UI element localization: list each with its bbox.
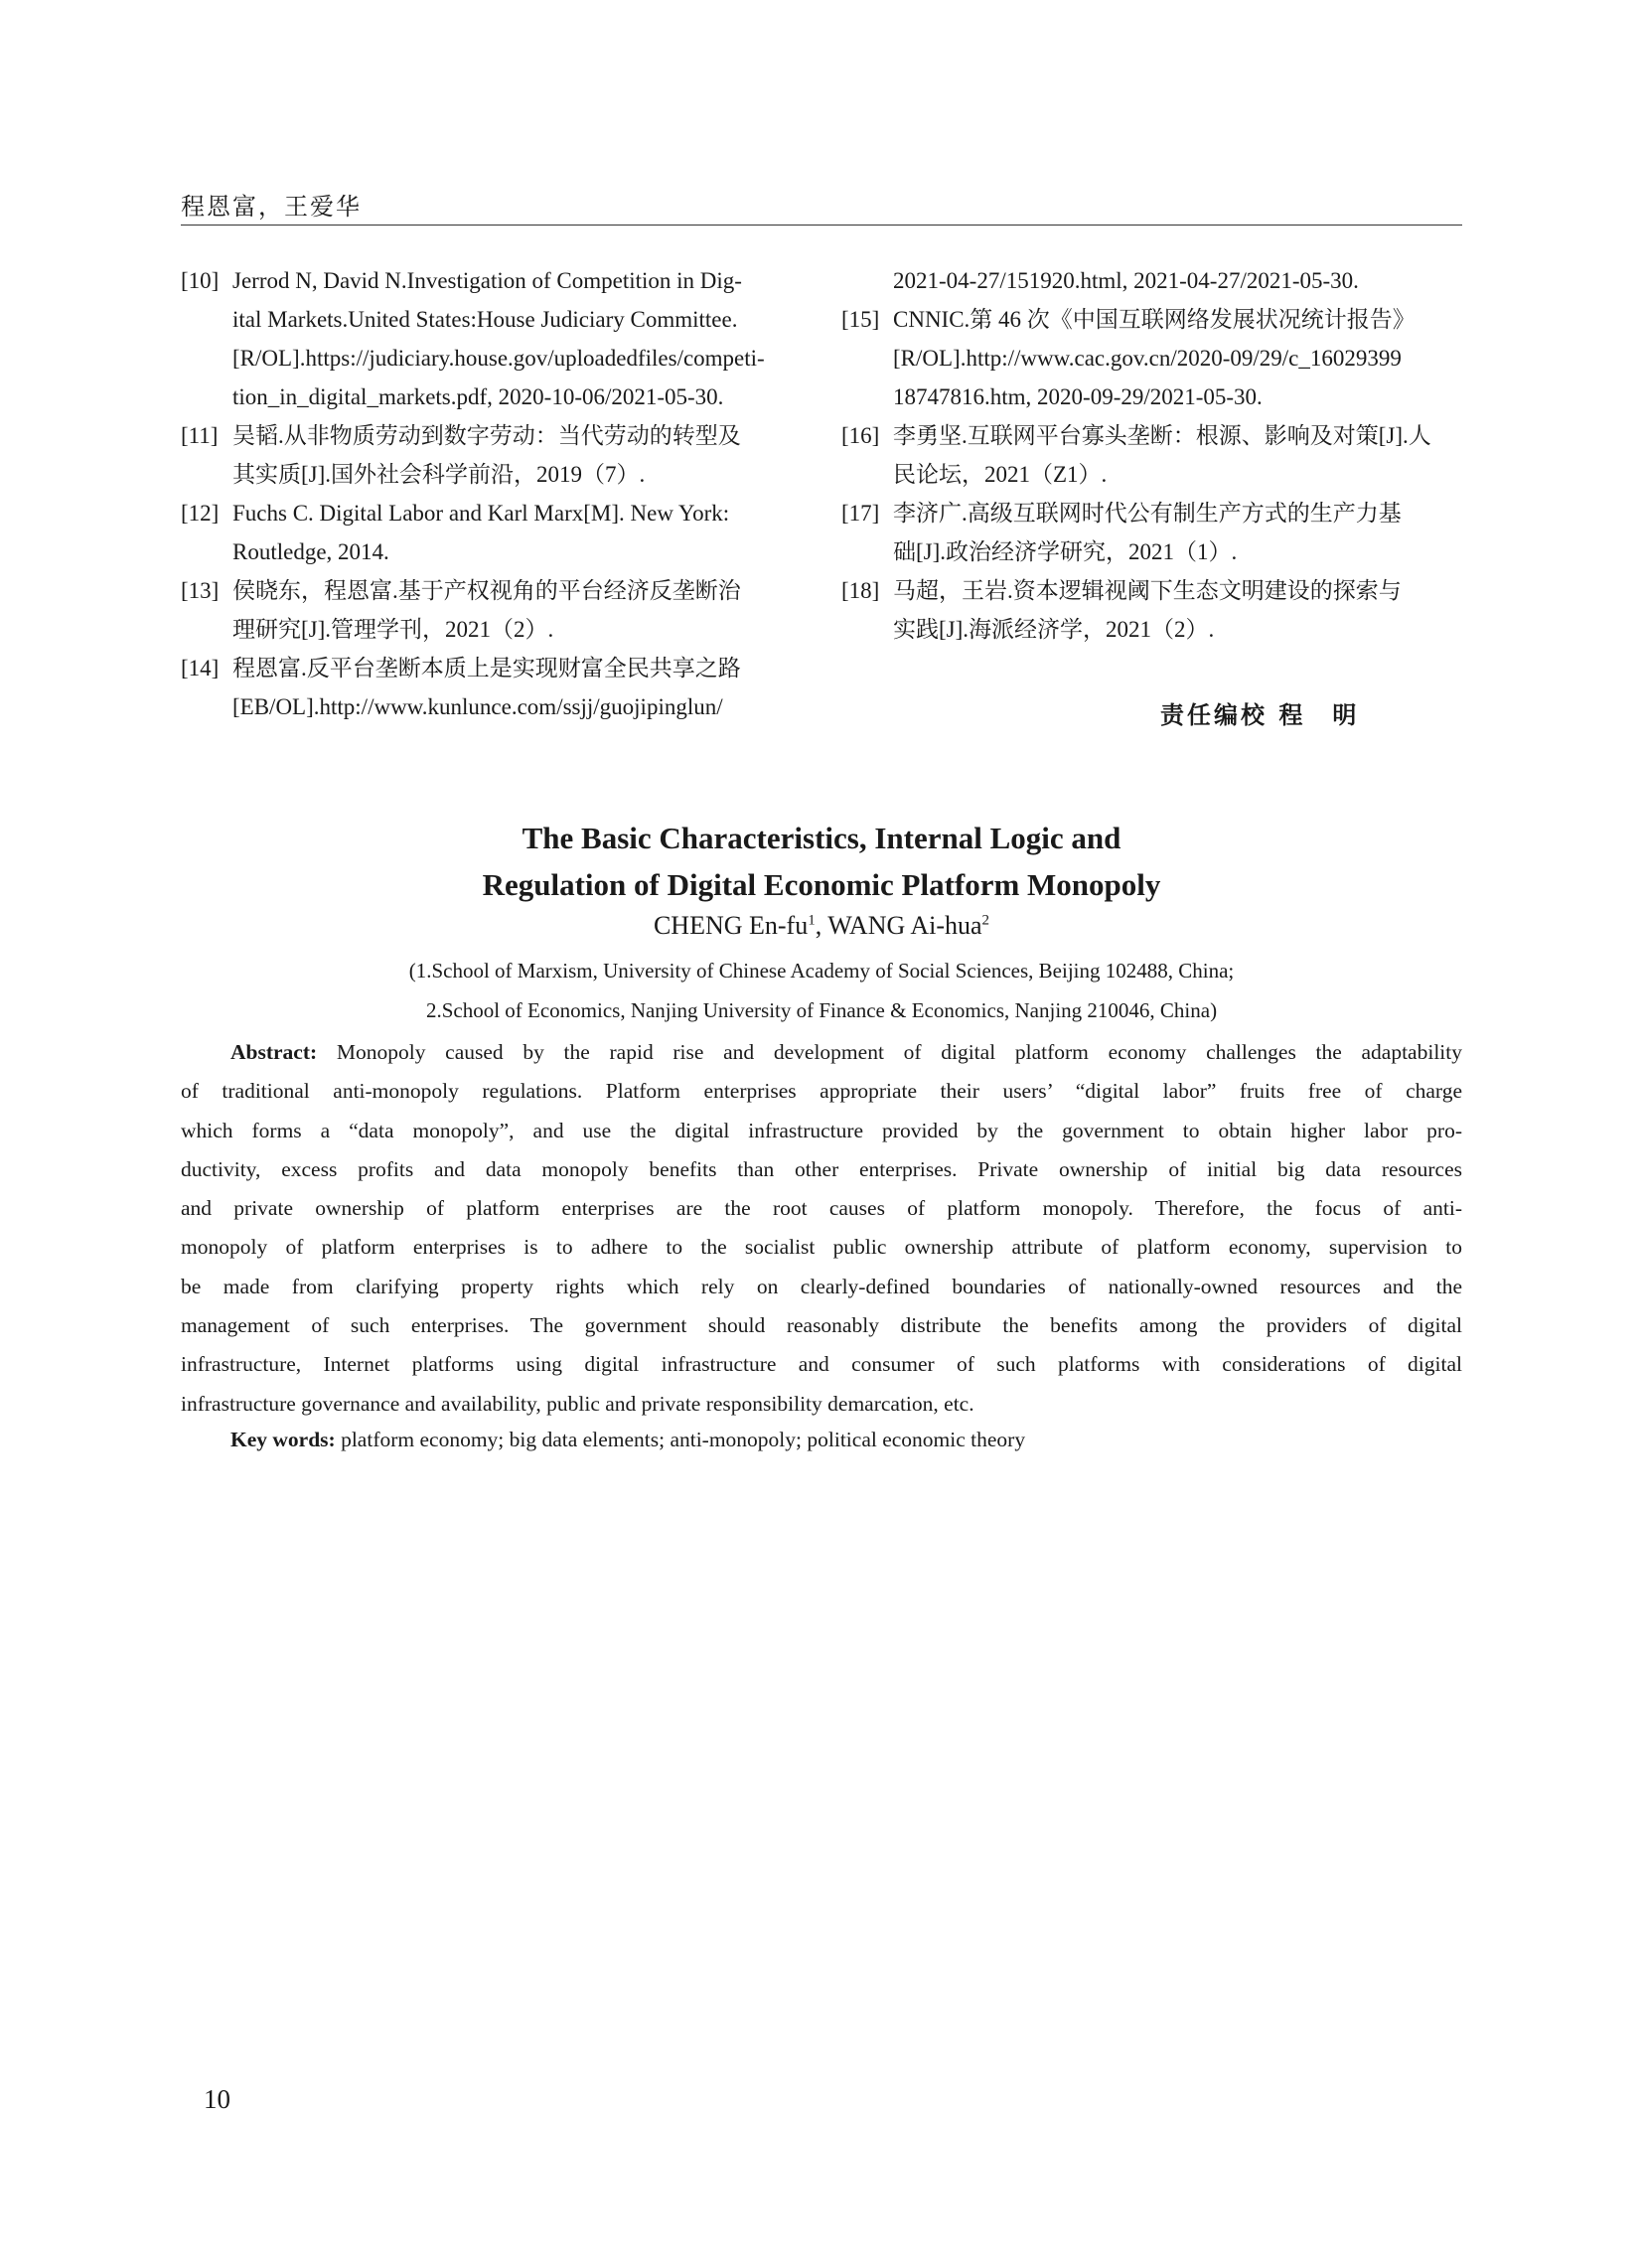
- reference-number: [17]: [841, 501, 880, 526]
- abstract-text: ductivity, excess profits and data monopoly benefits than other enterprises. Private ownership of initial big data resources: [181, 1156, 1462, 1181]
- reference-number: [181, 532, 232, 571]
- reference-number: [181, 455, 232, 494]
- abstract-text: which forms a “data monopoly”, and use the digital infrastructure provided by the government to obtain higher labor pro-: [181, 1118, 1462, 1142]
- abstract-text: management of such enterprises. The government should reasonably distribute the benefits among the providers of digital: [181, 1313, 1462, 1338]
- reference-text: 侯晓东，程恩富.基于产权视角的平台经济反垄断治: [232, 578, 741, 603]
- header-rule: [181, 225, 1462, 226]
- abstract-line: [181, 1150, 1462, 1189]
- reference-text: Jerrod N, David N.Investigation of Competition in Dig-: [232, 268, 742, 293]
- reference-text: ital Markets.United States:House Judiciary Committee.: [232, 307, 738, 332]
- affiliation-2: 2.School of Economics, Nanjing University of Finance & Economics, Nanjing 210046, China): [425, 998, 1218, 1022]
- reference-text: 实践[J].海派经济学，2021（2）.: [893, 617, 1215, 642]
- reference-line: [181, 416, 802, 455]
- author-2: WANG Ai-hua: [827, 911, 982, 940]
- references-left-column: [181, 261, 802, 726]
- reference-text: 李勇坚.互联网平台寡头垄断：根源、影响及对策[J].人: [893, 423, 1431, 448]
- reference-line: [841, 339, 1462, 378]
- reference-line: [181, 455, 802, 494]
- reference-line: [181, 339, 802, 378]
- reference-number: [16]: [841, 423, 880, 448]
- reference-number: [181, 378, 232, 416]
- reference-text: 民论坛，2021（Z1）.: [893, 462, 1108, 487]
- reference-line: [841, 571, 1462, 610]
- reference-number: [15]: [841, 307, 880, 332]
- reference-text: 2021-04-27/151920.html, 2021-04-27/2021-05-30.: [893, 268, 1359, 293]
- abstract-line: [181, 1189, 1462, 1228]
- reference-line: [841, 455, 1462, 494]
- reference-line: [181, 649, 802, 687]
- reference-text: CNNIC.第 46 次《中国互联网络发展状况统计报告》: [893, 307, 1416, 332]
- reference-text: 吴韬.从非物质劳动到数字劳动：当代劳动的转型及: [232, 423, 741, 448]
- abstract-line: [181, 1345, 1462, 1384]
- abstract-text: Monopoly caused by the rapid rise and development of digital platform economy challenges the adaptability: [336, 1040, 1462, 1064]
- reference-line: [181, 571, 802, 610]
- reference-line: [841, 416, 1462, 455]
- reference-number: [13]: [181, 578, 220, 603]
- keywords: [230, 1428, 1025, 1452]
- abstract-text: infrastructure governance and availability, public and private responsibility demarcation, etc.: [181, 1391, 974, 1416]
- reference-number: [181, 339, 232, 378]
- reference-line: [181, 687, 802, 726]
- reference-line: [181, 378, 802, 416]
- reference-text: Routledge, 2014.: [232, 539, 389, 564]
- reference-line: [181, 610, 802, 649]
- reference-text: [R/OL].https://judiciary.house.gov/uploadedfiles/competi-: [232, 346, 765, 371]
- abstract-line: [181, 1228, 1462, 1267]
- abstract-line: [181, 1072, 1462, 1111]
- reference-text: tion_in_digital_markets.pdf, 2020-10-06/2021-05-30.: [232, 384, 724, 409]
- references-right-column: [841, 261, 1462, 649]
- reference-text: 马超，王岩.资本逻辑视阈下生态文明建设的探索与: [893, 578, 1402, 603]
- english-authors: [0, 911, 1643, 941]
- reference-line: [841, 300, 1462, 339]
- reference-number: [181, 687, 232, 726]
- reference-number: [181, 610, 232, 649]
- author-separator: ,: [815, 911, 828, 940]
- affiliation-1: (1.School of Marxism, University of Chinese Academy of Social Sciences, Beijing 102488, China;: [408, 959, 1235, 983]
- reference-number: [14]: [181, 656, 220, 680]
- reference-number: [11]: [181, 423, 219, 448]
- abstract-label: Abstract:: [230, 1040, 337, 1064]
- reference-line: [181, 261, 802, 300]
- reference-number: [12]: [181, 501, 220, 526]
- reference-number: [181, 300, 232, 339]
- page-number: 10: [204, 2084, 230, 2114]
- keywords-text: platform economy; big data elements; anti-monopoly; political economic theory: [341, 1428, 1026, 1451]
- keywords-label: Key words:: [230, 1428, 336, 1451]
- reference-text: 其实质[J].国外社会科学前沿，2019（7）.: [232, 462, 646, 487]
- abstract-line: [181, 1268, 1462, 1306]
- reference-line: [181, 532, 802, 571]
- reference-number: [841, 532, 893, 571]
- reference-text: 程恩富.反平台垄断本质上是实现财富全民共享之路: [232, 656, 741, 680]
- reference-text: [R/OL].http://www.cac.gov.cn/2020-09/29/c_16029399: [893, 346, 1402, 371]
- english-title-line-2: Regulation of Digital Economic Platform Monopoly: [482, 867, 1161, 902]
- reference-line: [181, 300, 802, 339]
- reference-text: 础[J].政治经济学研究，2021（1）.: [893, 539, 1238, 564]
- reference-line: [181, 494, 802, 532]
- reference-number: [10]: [181, 268, 220, 293]
- author-2-affil-mark: 2: [981, 912, 990, 929]
- reference-line: [841, 261, 1462, 300]
- abstract-text: infrastructure, Internet platforms using digital infrastructure and consumer of such platforms with considerations of digital: [181, 1352, 1462, 1377]
- reference-text: 理研究[J].管理学刊，2021（2）.: [232, 617, 554, 642]
- reference-number: [841, 378, 893, 416]
- author-1-affil-mark: 1: [808, 912, 816, 929]
- english-title-line-1: The Basic Characteristics, Internal Logic and: [522, 821, 1121, 855]
- reference-number: [841, 610, 893, 649]
- author-1: CHENG En-fu: [653, 911, 809, 940]
- reference-number: [841, 261, 893, 300]
- abstract-line: [181, 1306, 1462, 1345]
- reference-number: [841, 455, 893, 494]
- reference-text: 李济广.高级互联网时代公有制生产方式的生产力基: [893, 501, 1402, 526]
- reference-text: Fuchs C. Digital Labor and Karl Marx[M]. New York:: [232, 501, 730, 526]
- abstract-line: [181, 1112, 1462, 1150]
- reference-number: [841, 339, 893, 378]
- running-header: 程恩富，王爱华: [181, 193, 362, 221]
- abstract-text: of traditional anti-monopoly regulations. Platform enterprises appropriate their users’ “digital labor” fruits free of charge: [181, 1079, 1462, 1104]
- abstract-line: [181, 1033, 1462, 1072]
- abstract-line: [181, 1385, 1462, 1424]
- abstract-text: and private ownership of platform enterprises are the root causes of platform monopoly. Therefore, the focus of anti-: [181, 1196, 1462, 1221]
- reference-text: 18747816.htm, 2020-09-29/2021-05-30.: [893, 384, 1263, 409]
- reference-line: [841, 532, 1462, 571]
- abstract-text: monopoly of platform enterprises is to adhere to the socialist public ownership attribute of platform economy, supervision to: [181, 1235, 1462, 1260]
- abstract-text: be made from clarifying property rights which rely on clearly-defined boundaries of nationally-owned resources and the: [181, 1274, 1462, 1298]
- reference-line: [841, 610, 1462, 649]
- reference-line: [841, 378, 1462, 416]
- reference-text: [EB/OL].http://www.kunlunce.com/ssjj/guojipinglun/: [232, 694, 723, 719]
- english-abstract: [181, 1033, 1462, 1424]
- responsible-editor: 责任编校 程 明: [1160, 701, 1360, 729]
- reference-line: [841, 494, 1462, 532]
- reference-number: [18]: [841, 578, 880, 603]
